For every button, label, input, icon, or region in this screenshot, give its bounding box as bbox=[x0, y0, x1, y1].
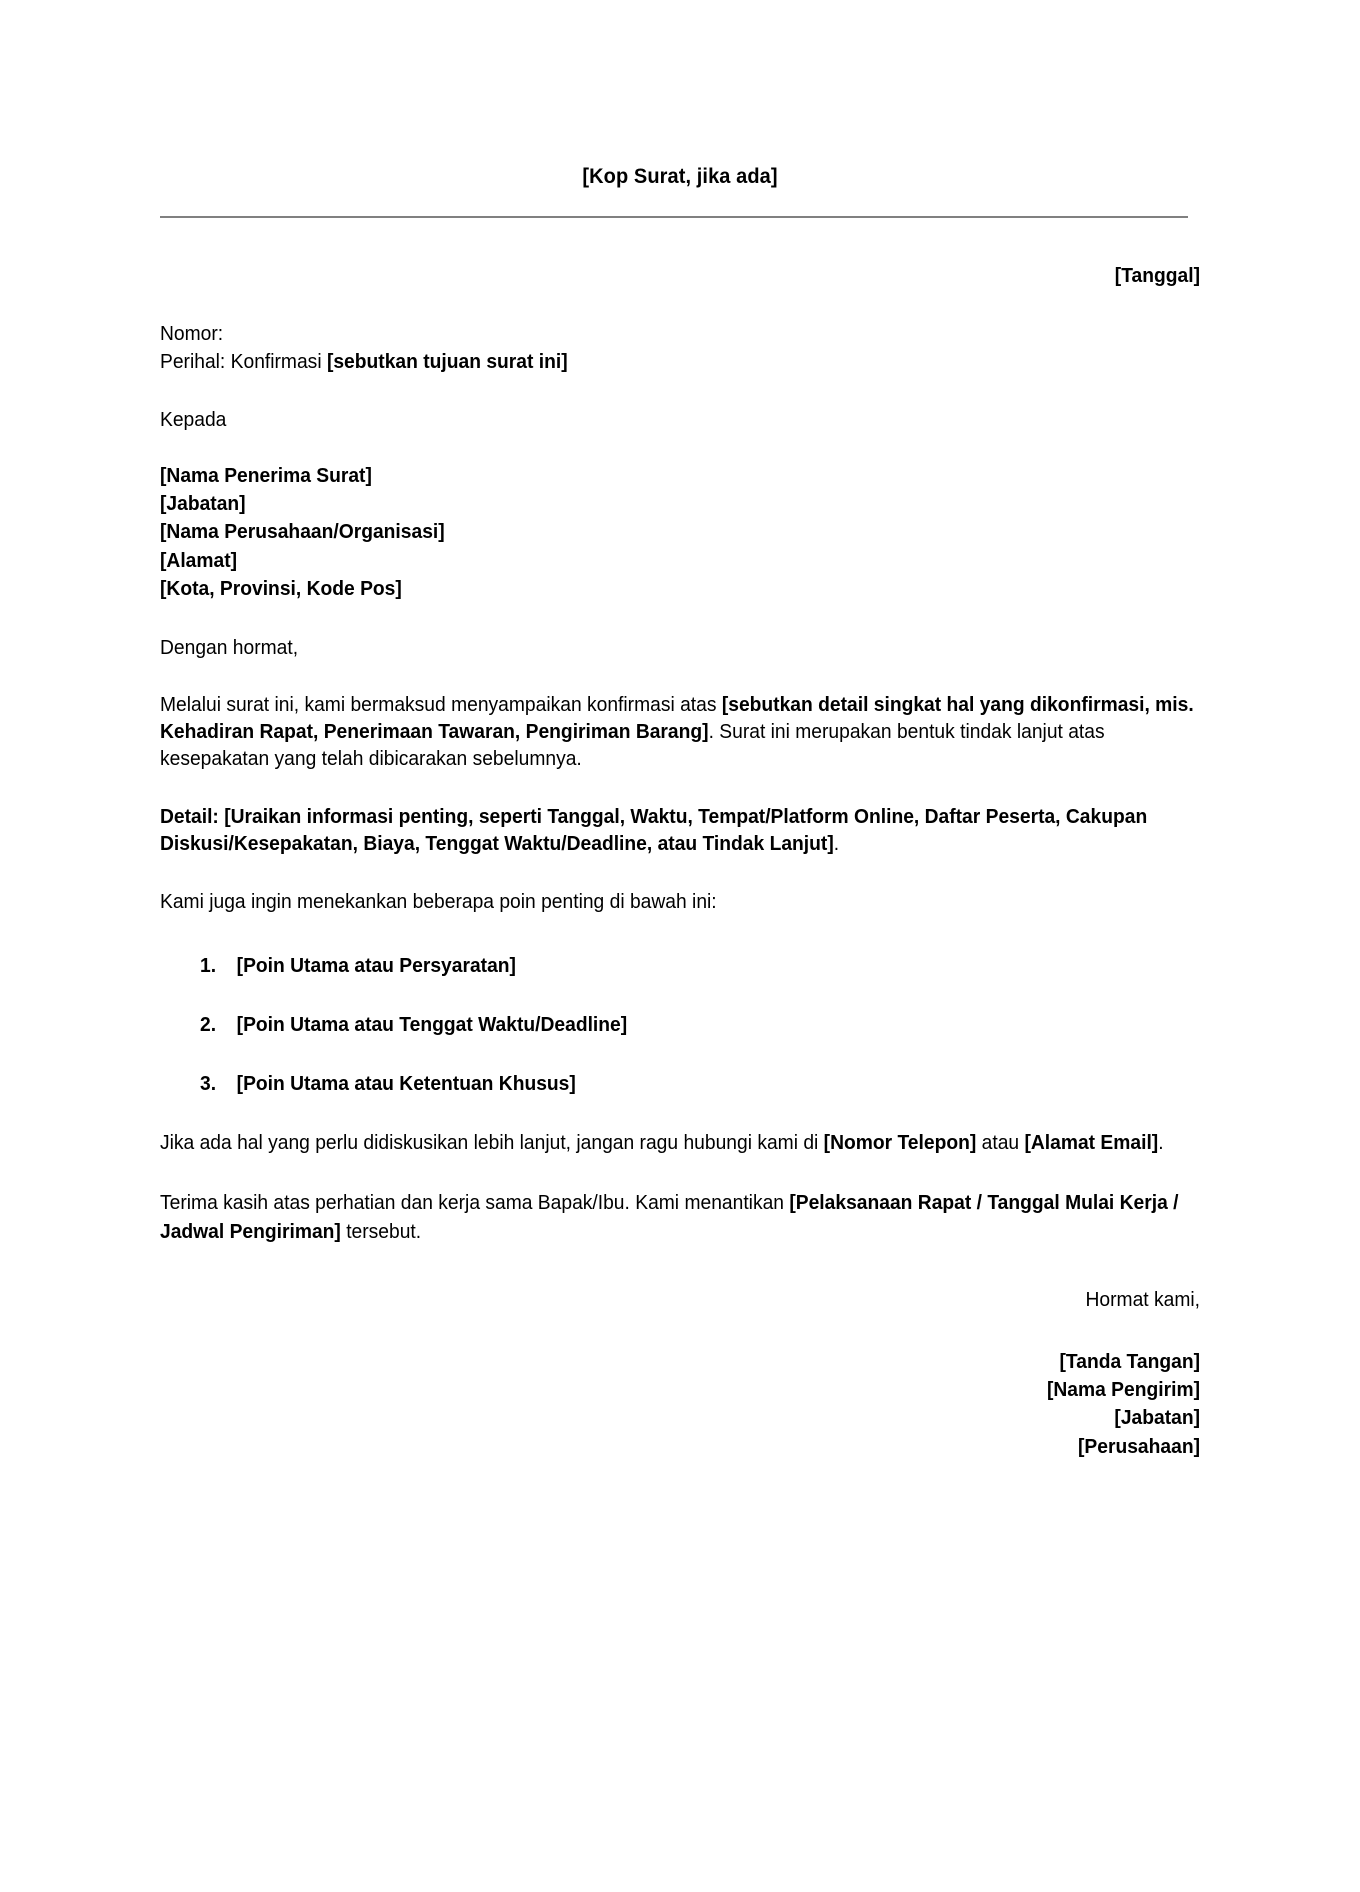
paragraph-contact-part3: . bbox=[1158, 1131, 1164, 1155]
paragraph-thanks-part1: Terima kasih atas perhatian dan kerja sama Bapak/Ibu. Kami menantikan bbox=[160, 1190, 790, 1214]
list-item-number: 3. bbox=[200, 1072, 217, 1096]
signature-block bbox=[228, 1348, 1200, 1461]
paragraph-thanks bbox=[160, 1188, 1200, 1246]
key-points-list bbox=[160, 951, 1234, 1099]
date-line: [Tanggal] bbox=[1114, 264, 1200, 287]
list-item-label: [Poin Utama atau Persyaratan] bbox=[236, 953, 516, 977]
list-item-number: 1. bbox=[200, 953, 217, 977]
recipient-block bbox=[160, 462, 1200, 603]
letterhead-title: [Kop Surat, jika ada] bbox=[582, 164, 778, 188]
letter-content bbox=[160, 0, 1200, 1892]
meta-row-perihal bbox=[160, 348, 1200, 376]
letterhead-divider bbox=[160, 216, 1188, 218]
letter-meta bbox=[160, 320, 1200, 377]
list-item bbox=[194, 951, 1234, 980]
list-item-number: 2. bbox=[200, 1012, 217, 1036]
paragraph-contact-part2: atau bbox=[976, 1131, 1025, 1155]
kepada-label: Kepada bbox=[160, 407, 227, 431]
paragraph-contact bbox=[160, 1128, 1200, 1157]
paragraph-contact-part1: Jika ada hal yang perlu didiskusikan lebih lanjut, jangan ragu hubungi kami di bbox=[160, 1131, 824, 1155]
signature-line: [Tanda Tangan] bbox=[1059, 1349, 1200, 1373]
paragraph-detail-period: . bbox=[833, 831, 840, 855]
meta-row-nomor bbox=[160, 320, 1200, 348]
recipient-line: [Kota, Provinsi, Kode Pos] bbox=[160, 576, 402, 600]
paragraph-contact-email: [Alamat Email] bbox=[1024, 1131, 1159, 1155]
recipient-line: [Nama Penerima Surat] bbox=[160, 464, 372, 488]
list-item-label: [Poin Utama atau Ketentuan Khusus] bbox=[236, 1072, 576, 1096]
perihal-label: Perihal: Konfirmasi bbox=[160, 350, 327, 374]
list-item-label: [Poin Utama atau Tenggat Waktu/Deadline] bbox=[236, 1012, 628, 1036]
paragraph-detail-bold: Detail: [Uraikan informasi penting, seperti Tanggal, Waktu, Tempat/Platform Online, Daftar Peserta, Cakupan Diskusi/Kesepakatan, Biaya, Tenggat Waktu/Deadline, atau Tindak Lanjut] bbox=[160, 804, 1148, 855]
recipient-line: [Alamat] bbox=[160, 548, 238, 572]
paragraph-opening-part2: . Surat ini merupakan bentuk tindak lanjut atas kesepakatan yang telah dibicarakan sebelumnya. bbox=[160, 720, 1105, 770]
list-item bbox=[194, 1010, 1234, 1039]
paragraph-opening bbox=[160, 692, 1200, 772]
signature-line: [Perusahaan] bbox=[1077, 1434, 1200, 1458]
paragraph-points-intro: Kami juga ingin menekankan beberapa poin penting di bawah ini: bbox=[160, 890, 717, 914]
paragraph-thanks-bold: [Pelaksanaan Rapat / Tanggal Mulai Kerja / Jadwal Pengiriman] bbox=[160, 1190, 1179, 1243]
list-item bbox=[194, 1069, 1234, 1098]
perihal-value: [sebutkan tujuan surat ini] bbox=[326, 350, 568, 374]
paragraph-detail bbox=[160, 803, 1200, 858]
paragraph-opening-bold: [sebutkan detail singkat hal yang dikonfirmasi, mis. Kehadiran Rapat, Penerimaan Tawaran, Pengiriman Barang] bbox=[160, 693, 1194, 744]
nomor-label: Nomor: bbox=[160, 322, 224, 345]
signature-line: [Jabatan] bbox=[1114, 1406, 1200, 1430]
paragraph-thanks-part2: tersebut. bbox=[340, 1219, 422, 1243]
signature-line: [Nama Pengirim] bbox=[1046, 1378, 1200, 1402]
salutation: Dengan hormat, bbox=[160, 636, 299, 660]
recipient-line: [Jabatan] bbox=[160, 492, 246, 516]
closing-salutation: Hormat kami, bbox=[1085, 1287, 1200, 1311]
recipient-line: [Nama Perusahaan/Organisasi] bbox=[160, 520, 445, 544]
paragraph-opening-part1: Melalui surat ini, kami bermaksud menyampaikan konfirmasi atas bbox=[160, 693, 722, 717]
paragraph-contact-phone: [Nomor Telepon] bbox=[823, 1131, 977, 1155]
